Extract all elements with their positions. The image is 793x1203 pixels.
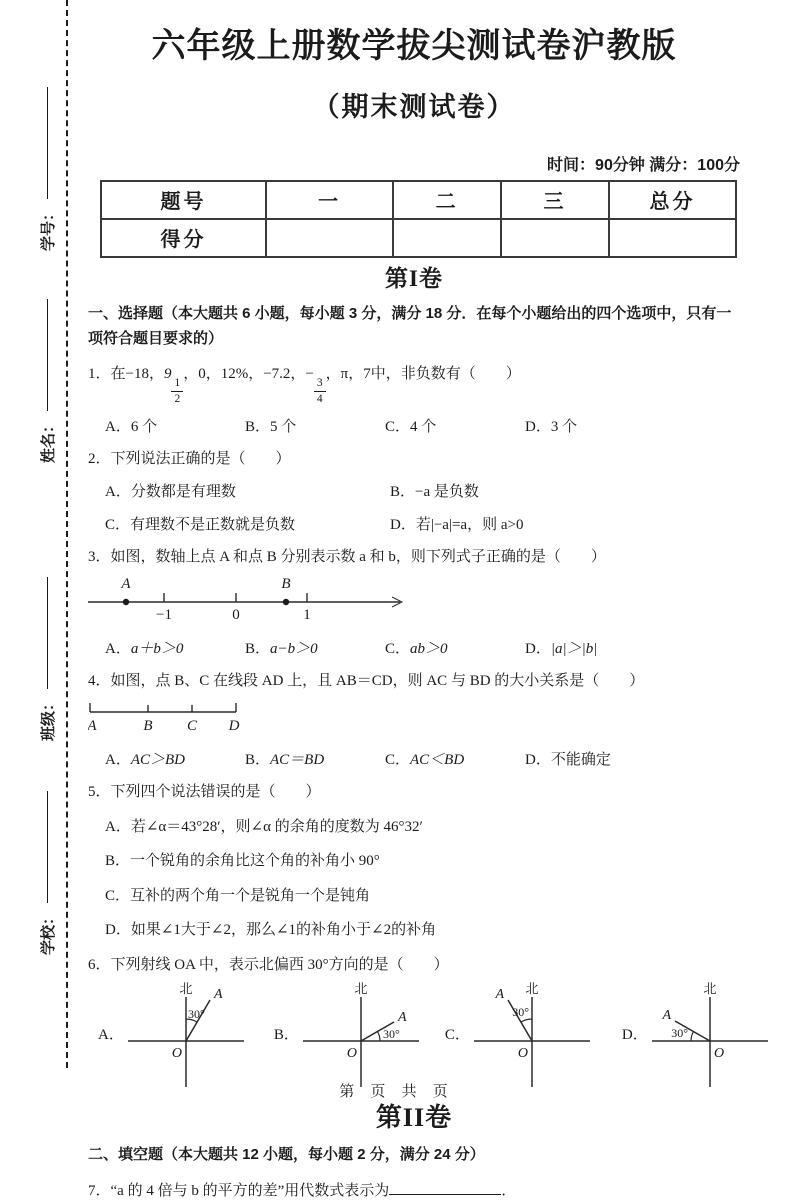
seal-label-class: 班级： <box>40 695 57 741</box>
score-row-label: 得分 <box>101 219 266 257</box>
question-5-text: 5．下列四个说法错误的是（ ） <box>88 783 321 800</box>
fraction-numerator: 1 <box>171 377 183 392</box>
score-table <box>100 180 737 258</box>
question-7-text-part: 7．“a 的 4 倍与 b 的平方的差”用代数式表示为 <box>88 1182 390 1199</box>
seal-dashed-line <box>66 0 68 1068</box>
north-label: 北 <box>179 981 193 997</box>
answer-blank-line <box>389 1182 501 1195</box>
tick-label: −1 <box>156 607 172 624</box>
segment-label-b: B <box>143 717 153 734</box>
seal-write-line <box>47 577 48 689</box>
option-a: A．AC＞BD <box>105 751 186 768</box>
option-c: C．有理数不是正数就是负数 <box>105 517 296 534</box>
question-3-text: 3．如图，数轴上点 A 和点 B 分别表示数 a 和 b，则下列式子正确的是（ ） <box>88 549 606 566</box>
ray-a-label: A <box>495 987 504 1003</box>
question-1-text-part: ，0，12%，−7.2，− <box>183 366 314 383</box>
option-d: D．若|−a|=a，则 a>0 <box>390 517 524 534</box>
segment-label-a: A <box>88 717 97 734</box>
option-b: B．a−b＞0 <box>245 641 318 658</box>
option-d: D．|a|＞|b| <box>525 641 598 658</box>
tick-label: 0 <box>232 607 240 624</box>
question-5-options <box>88 816 740 942</box>
compass-figure-b <box>299 981 423 1087</box>
question-4-text: 4．如图，点 B、C 在线段 AD 上，且 AB＝CD，则 AC 与 BD 的大小关系是（ ） <box>88 673 645 690</box>
option-d-label: D． <box>621 1027 648 1044</box>
question-4-options <box>88 748 740 769</box>
part-1-title: 第I卷 <box>385 265 443 291</box>
seal-write-line <box>47 791 48 903</box>
option-a-label: A． <box>98 1027 124 1044</box>
angle-label: 30° <box>187 1007 205 1022</box>
option-c: C．AC＜BD <box>385 751 465 768</box>
seal-field-student-id <box>37 73 57 251</box>
ray-a-label: A <box>397 1010 407 1026</box>
option-a: A．a＋b＞0 <box>105 641 184 658</box>
origin-o-label: O <box>171 1046 182 1062</box>
fraction-numerator: 3 <box>314 377 326 392</box>
fraction-denominator: 4 <box>316 392 323 405</box>
question-3-options <box>88 637 740 658</box>
option-b: B．一个锐角的余角比这个角的补角小 90° <box>105 853 380 870</box>
question-6-text: 6．下列射线 OA 中，表示北偏西 30°方向的是（ ） <box>88 956 449 973</box>
tick-label: 1 <box>303 607 311 624</box>
fraction <box>314 377 326 405</box>
page-footer: 第 页 共 页 <box>339 1083 454 1100</box>
question-1-text-part: ，π，7中，非负数有（ ） <box>325 366 521 383</box>
seal-label-name: 姓名： <box>40 417 57 463</box>
score-blank-cell <box>501 219 609 257</box>
page-subtitle: （期末测试卷） <box>312 91 516 122</box>
compass-figure-a <box>124 981 248 1087</box>
point-b-label: B <box>281 576 291 593</box>
question-1-text <box>88 363 740 405</box>
mixed-number-whole: 9 <box>163 366 172 383</box>
question-2-text: 2．下列说法正确的是（ ） <box>88 450 291 467</box>
angle-label: 30° <box>670 1026 688 1041</box>
compass-figure-d <box>648 981 772 1087</box>
score-table-header-cell: 题号 <box>101 181 266 219</box>
page-title: 六年级上册数学拔尖测试卷沪教版 <box>151 27 677 65</box>
seal-label-student-id: 学号： <box>40 205 57 251</box>
compass-option-b <box>274 981 423 1087</box>
origin-o-label: O <box>517 1046 528 1062</box>
angle-label: 30° <box>512 1005 529 1020</box>
score-table-header-row <box>101 181 736 219</box>
origin-o-label: O <box>713 1046 724 1062</box>
point-a-label: A <box>121 576 131 593</box>
seal-field-school <box>37 777 57 955</box>
segment-figure <box>88 700 740 739</box>
score-table-header-cell: 二 <box>393 181 501 219</box>
question-1-options <box>88 415 740 436</box>
score-table-header-cell: 一 <box>266 181 393 219</box>
question-7-text-part: ． <box>501 1182 517 1199</box>
option-d: D．不能确定 <box>525 751 611 768</box>
north-label: 北 <box>703 981 717 997</box>
option-b: B．−a 是负数 <box>390 484 479 501</box>
ray-a-label: A <box>213 987 223 1003</box>
seal-field-name <box>37 285 57 463</box>
question-7-text <box>88 1180 740 1203</box>
option-b: B．5 个 <box>245 418 297 435</box>
compass-figure-c <box>470 981 594 1087</box>
compass-option-d <box>622 981 772 1087</box>
option-c: C．ab＞0 <box>385 641 448 658</box>
score-table-header-cell: 总分 <box>609 181 736 219</box>
fraction-denominator: 2 <box>174 392 181 405</box>
point-b-dot <box>283 599 289 605</box>
seal-write-line <box>47 87 48 199</box>
angle-label: 30° <box>382 1027 400 1042</box>
ray-a-label: A <box>662 1008 671 1024</box>
segment-label-d: D <box>228 717 240 734</box>
point-a-dot <box>123 599 129 605</box>
score-blank-cell <box>609 219 736 257</box>
fraction <box>171 377 183 405</box>
origin-o-label: O <box>346 1046 357 1062</box>
option-a: A．分数都是有理数 <box>105 484 236 501</box>
number-line-figure <box>88 575 740 628</box>
north-label: 北 <box>354 981 368 997</box>
seal-write-line <box>47 299 48 411</box>
compass-option-c <box>445 981 594 1087</box>
option-c: C．互补的两个角一个是锐角一个是钝角 <box>105 887 371 904</box>
segment-label-c: C <box>186 717 198 734</box>
score-blank-cell <box>393 219 501 257</box>
option-a: A．若∠α＝43°28′，则∠α 的余角的度数为 46°32′ <box>105 818 423 835</box>
option-c-label: C． <box>444 1027 470 1044</box>
north-label: 北 <box>525 981 539 997</box>
score-blank-cell <box>266 219 393 257</box>
part-2-title: 第II卷 <box>375 1103 453 1133</box>
exam-time-score-info: 时间：90分钟 满分：100分 <box>547 156 740 174</box>
option-c: C．4 个 <box>385 418 437 435</box>
option-b-label: B． <box>273 1027 299 1044</box>
question-6-figures <box>88 981 740 1087</box>
question-2-options <box>88 480 740 534</box>
option-d: D．如果∠1大于∠2，那么∠1的补角小于∠2的补角 <box>105 922 437 939</box>
question-1-text-part: 1．在−18， <box>88 366 164 383</box>
score-table-score-row <box>101 219 736 257</box>
option-b: B．AC＝BD <box>245 751 325 768</box>
option-a: A．6 个 <box>105 418 158 435</box>
option-d: D．3 个 <box>525 418 578 435</box>
section-2-heading: 二、填空题（本大题共 12 小题，每小题 2 分，满分 24 分） <box>88 1146 485 1164</box>
seal-field-class <box>37 563 57 741</box>
seal-label-school: 学校： <box>40 909 57 955</box>
compass-option-a <box>98 981 248 1087</box>
section-1-heading: 一、选择题（本大题共 6 小题，每小题 3 分，满分 18 分．在每个小题给出的四个选项中，只有一项符合题目要求的） <box>88 304 732 347</box>
score-table-header-cell: 三 <box>501 181 609 219</box>
